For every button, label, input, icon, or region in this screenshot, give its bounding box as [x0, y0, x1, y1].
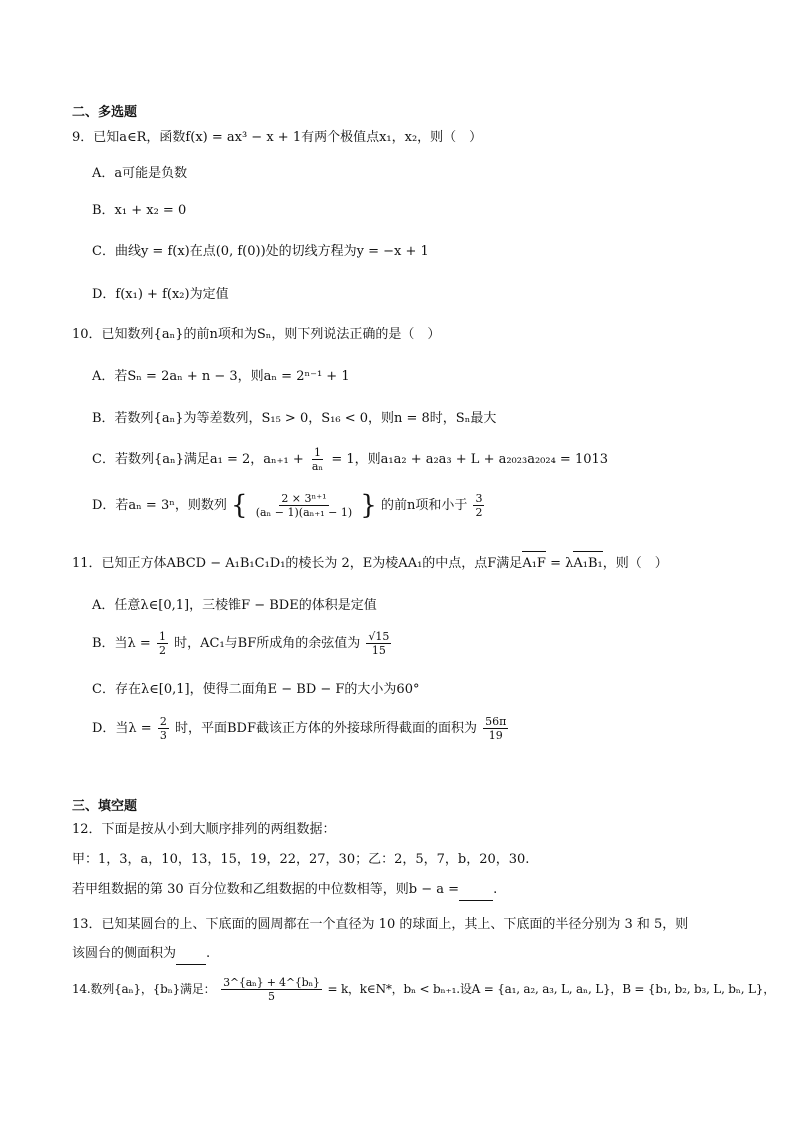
- question-13-line-2-text: 该圆台的侧面积为: [72, 946, 177, 961]
- fraction-denominator: 15: [371, 644, 386, 657]
- vector-a1b1: A₁B₁: [573, 554, 602, 574]
- question-11-stem-text-3: ，则（ ）: [602, 556, 668, 571]
- question-11-option-c: C．存在λ∈[0,1]，使得二面角E − BD − F的大小为60°: [92, 682, 420, 697]
- question-11-option-b: [92, 630, 393, 657]
- fraction: [310, 446, 325, 473]
- question-12-line-1: 12．下面是按从小到大顺序排列的两组数据：: [72, 822, 336, 837]
- question-10-stem: 10．已知数列{aₙ}的前n项和为Sₙ，则下列说法正确的是（ ）: [72, 327, 441, 342]
- question-10-option-c: [92, 446, 608, 473]
- question-14-text-2: = k，k∈N*，bₙ < bₙ₊₁.设A = {a₁, a₂, a₃, L, aₙ, L}，B = {b₁, b₂, b₃, L, bₙ, L}，: [327, 982, 775, 996]
- fraction-denominator: 2: [475, 506, 483, 519]
- fraction: [158, 715, 169, 742]
- question-10-option-d-text-1: D．若aₙ = 3ⁿ，则数列: [92, 498, 227, 513]
- fraction-denominator: aₙ: [311, 460, 324, 473]
- fraction-numerator: 56π: [485, 715, 507, 728]
- question-11-option-d: [92, 715, 510, 742]
- fraction-denominator: 2: [158, 644, 166, 657]
- question-10-option-c-text-1: C．若数列{aₙ}满足a₁ = 2，aₙ₊₁ +: [92, 452, 304, 467]
- question-12-line-2: 甲：1，3，a，10，13，15，19，22，27，30；乙：2，5，7，b，20，30.: [72, 852, 530, 867]
- fraction-numerator: 1: [314, 446, 322, 459]
- fraction: [483, 715, 508, 742]
- fraction: [157, 630, 168, 657]
- fraction-numerator: 1: [158, 630, 166, 643]
- fraction: [366, 630, 391, 657]
- right-brace: }: [360, 490, 377, 521]
- answer-blank: [176, 944, 206, 965]
- fraction-numerator: 2 × 3ⁿ⁺¹: [281, 492, 327, 505]
- period: .: [493, 882, 498, 897]
- question-9-option-b: B．x₁ + x₂ = 0: [92, 203, 187, 218]
- question-10-option-a: A．若Sₙ = 2aₙ + n − 3，则aₙ = 2ⁿ⁻¹ + 1: [92, 369, 350, 384]
- fraction-denominator: (aₙ − 1)(aₙ₊₁ − 1): [255, 506, 353, 519]
- answer-blank: [459, 880, 493, 901]
- left-brace: {: [231, 490, 248, 521]
- question-10-option-d-text-2: 的前n项和小于: [380, 498, 468, 513]
- question-10-option-b: B．若数列{aₙ}为等差数列，S₁₅ > 0，S₁₆ < 0，则n = 8时，Sₙ最大: [92, 411, 497, 426]
- fraction: [473, 492, 484, 519]
- fraction: [254, 492, 354, 519]
- vector-a1f: A₁F: [522, 554, 546, 574]
- fraction-denominator: 3: [159, 729, 167, 742]
- question-13-line-2: [72, 944, 210, 965]
- question-11-option-d-text-1: D．当λ =: [92, 721, 152, 736]
- question-10-option-c-text-2: = 1，则a₁a₂ + a₂a₃ + L + a₂₀₂₃a₂₀₂₄ = 1013: [331, 452, 609, 467]
- question-12-line-3: [72, 880, 497, 901]
- question-14-text-1: 14.数列{aₙ}，{bₙ}满足：: [72, 982, 216, 996]
- question-11-option-d-text-2: 时，平面BDF截该正方体的外接球所得截面的面积为: [174, 721, 477, 736]
- question-11-stem-text-1: 11．已知正方体ABCD − A₁B₁C₁D₁的棱长为 2，E为棱AA₁的中点，点F满足: [72, 556, 523, 571]
- fraction-numerator: 3^{aₙ} + 4^{bₙ}: [223, 976, 320, 989]
- question-9-option-c: C．曲线y = f(x)在点(0, f(0))处的切线方程为y = −x + 1: [92, 244, 429, 259]
- question-11-stem: [72, 554, 668, 574]
- question-9-option-d: D．f(x₁) + f(x₂)为定值: [92, 287, 229, 302]
- fraction-denominator: 19: [488, 729, 503, 742]
- question-11-option-b-text-1: B．当λ =: [92, 636, 151, 651]
- question-9-stem: 9．已知a∈R，函数f(x) = ax³ − x + 1有两个极值点x₁，x₂，则（ ）: [72, 130, 483, 145]
- question-12-line-3-text: 若甲组数据的第 30 百分位数和乙组数据的中位数相等，则b − a =: [72, 882, 460, 897]
- question-13-line-1: 13．已知某圆台的上、下底面的圆周都在一个直径为 10 的球面上，其上、下底面的半径分别为 3 和 5，则: [72, 917, 689, 932]
- question-11-option-b-text-2: 时，AC₁与BF所成角的余弦值为: [174, 636, 361, 651]
- question-11-stem-text-2: = λ: [545, 556, 574, 571]
- section-heading-multiple-choice: 二、多选题: [72, 105, 138, 120]
- fraction: [221, 976, 322, 1003]
- question-9-option-a: A．a可能是负数: [92, 166, 188, 181]
- question-11-option-a: A．任意λ∈[0,1]，三棱锥F − BDE的体积是定值: [92, 598, 377, 613]
- fraction-numerator: 3: [475, 492, 483, 505]
- fraction-denominator: 5: [268, 990, 275, 1003]
- question-14-line-1: [72, 976, 775, 1003]
- period: .: [206, 946, 211, 961]
- question-10-option-d: [92, 492, 486, 519]
- fraction-numerator: 2: [159, 715, 167, 728]
- section-heading-fill-blank: 三、填空题: [72, 799, 138, 814]
- fraction-numerator: √15: [368, 630, 390, 643]
